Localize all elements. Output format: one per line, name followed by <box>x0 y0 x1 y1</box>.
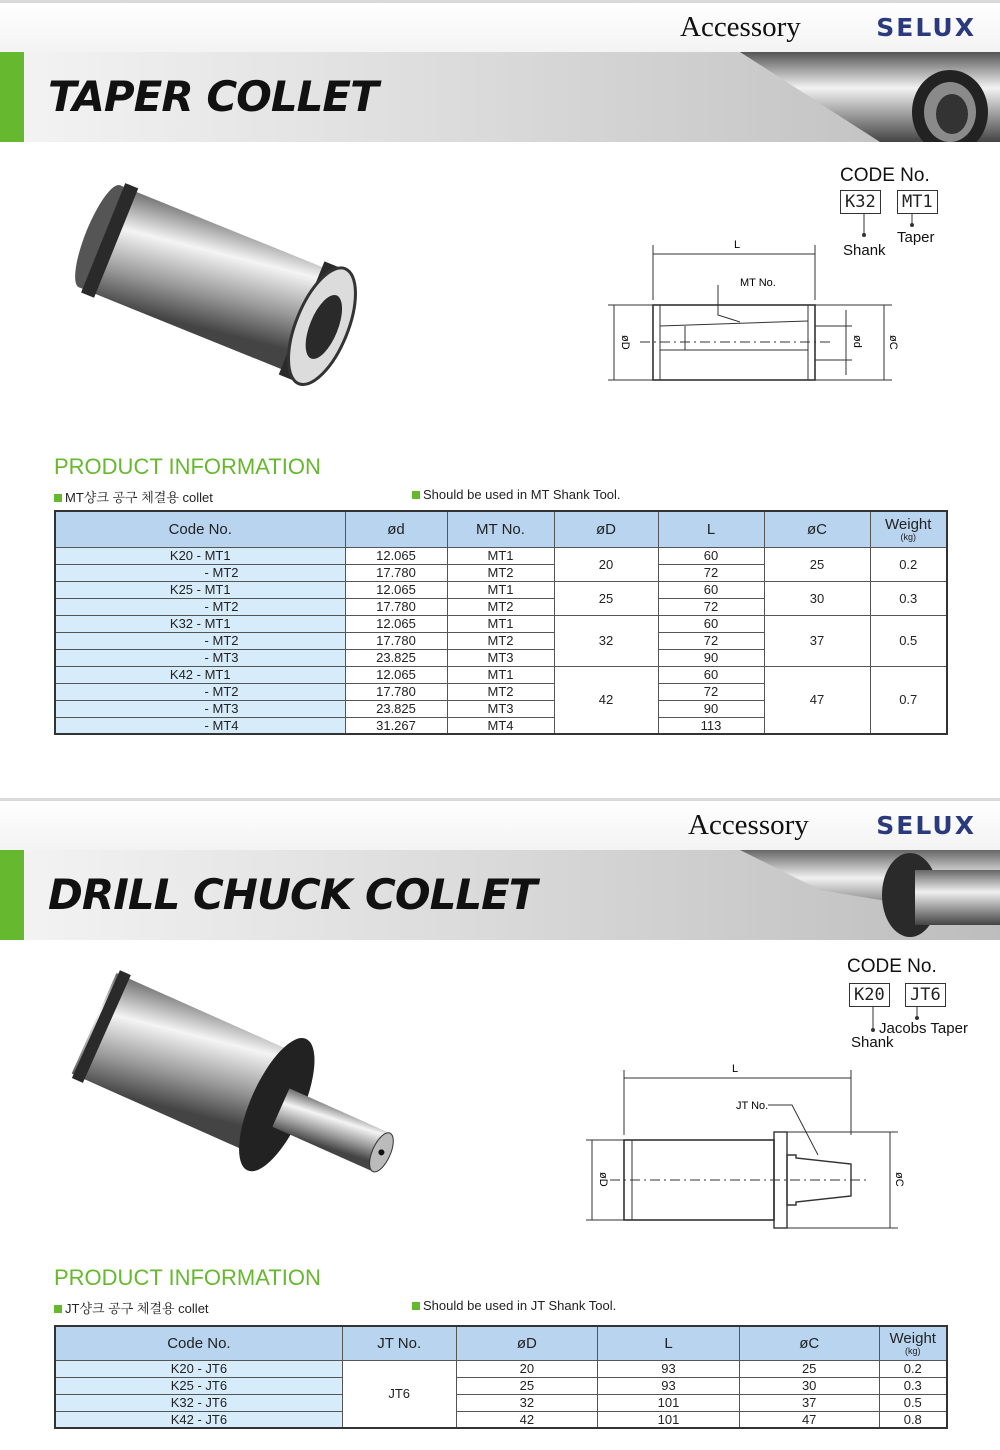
code-shank-box: K32 <box>840 190 881 214</box>
category-label: Accessory <box>688 809 809 841</box>
drill-collet-spec-table <box>54 1325 948 1429</box>
title-banner <box>0 52 1000 142</box>
title-banner <box>0 850 1000 940</box>
col-weight: Weight (kg) <box>879 1326 947 1360</box>
col-jt-no: JT No. <box>342 1326 456 1360</box>
col-l: L <box>598 1326 740 1360</box>
dim-oc-label: øC <box>893 1172 905 1187</box>
col-code-no: Code No. <box>55 1326 342 1360</box>
dim-id-label: ød <box>851 335 863 348</box>
dim-l-label: L <box>734 239 741 251</box>
dim-od-label: øD <box>597 1172 609 1187</box>
col-mt-no: MT No. <box>447 511 554 547</box>
dim-jt-label: JT No. <box>736 1100 769 1112</box>
brand-logo: SELUX <box>876 811 976 840</box>
taper-collet-drawing <box>600 230 910 400</box>
drill-chuck-collet-drawing <box>580 1060 910 1230</box>
category-label: Accessory <box>680 11 801 43</box>
col-od: øD <box>456 1326 598 1360</box>
table-header-row <box>55 1326 947 1360</box>
table-row: K42 - JT6 42 101 47 0.8 <box>55 1411 947 1428</box>
table-row: K42 - MT1 12.065 MT1 42 60 47 0.7 <box>55 666 947 683</box>
table-row: - MT2 17.780 MT2 72 <box>55 598 947 615</box>
code-taper-box: MT1 <box>897 190 938 214</box>
table-row: - MT2 17.780 MT2 72 <box>55 632 947 649</box>
note-korean: JT샹크 공구 체결용 collet <box>54 1298 209 1317</box>
green-accent-bar <box>0 850 24 940</box>
dim-mt-label: MT No. <box>740 277 776 289</box>
table-row: - MT3 23.825 MT3 90 <box>55 649 947 666</box>
code-taper-label: Jacobs Taper <box>879 1020 968 1037</box>
table-row: K32 - JT6 32 101 37 0.5 <box>55 1394 947 1411</box>
section-header-bar <box>0 798 1000 850</box>
code-shank-box: K20 <box>849 983 890 1007</box>
note-english: Should be used in JT Shank Tool. <box>412 1298 616 1313</box>
green-accent-bar <box>0 52 24 142</box>
brand-logo: SELUX <box>876 13 976 42</box>
table-row: - MT4 31.267 MT4 113 <box>55 717 947 734</box>
col-d: ød <box>345 511 447 547</box>
table-row: - MT3 23.825 MT3 90 <box>55 700 947 717</box>
table-row: K20 - JT6 JT6 20 93 25 0.2 <box>55 1360 947 1377</box>
col-oc: øC <box>739 1326 879 1360</box>
code-shank-label: Shank <box>851 1034 894 1051</box>
product-info-title: PRODUCT INFORMATION <box>54 1265 321 1290</box>
table-row: K20 - MT1 12.065 MT1 20 60 25 0.2 <box>55 547 947 564</box>
dim-od-label: øD <box>619 335 631 350</box>
code-no-title: CODE No. <box>847 956 937 977</box>
table-row: K32 - MT1 12.065 MT1 32 60 37 0.5 <box>55 615 947 632</box>
col-od: øD <box>554 511 658 547</box>
code-taper-box: JT6 <box>905 983 946 1007</box>
section-header-bar <box>0 0 1000 52</box>
dim-l-label: L <box>732 1063 739 1075</box>
code-shank-label: Shank <box>843 242 886 259</box>
note-english: Should be used in MT Shank Tool. <box>412 487 621 502</box>
taper-collet-spec-table <box>54 510 948 735</box>
code-no-title: CODE No. <box>840 165 930 186</box>
table-row: K25 - JT6 25 93 30 0.3 <box>55 1377 947 1394</box>
taper-collet-photo <box>60 160 380 410</box>
col-oc: øC <box>764 511 870 547</box>
collet-banner-image <box>700 52 1000 142</box>
col-weight: Weight (kg) <box>870 511 947 547</box>
note-korean: MT샹크 공구 체결용 collet <box>54 487 213 506</box>
drill-collet-banner-image <box>740 850 1000 940</box>
table-row: - MT2 17.780 MT2 72 <box>55 683 947 700</box>
table-row: K25 - MT1 12.065 MT1 25 60 30 0.3 <box>55 581 947 598</box>
page-title: DRILL CHUCK COLLET <box>48 870 537 919</box>
code-taper-label: Taper <box>897 229 935 246</box>
table-row: - MT2 17.780 MT2 72 <box>55 564 947 581</box>
table-header-row <box>55 511 947 547</box>
dim-oc-label: øC <box>887 335 899 350</box>
drill-chuck-collet-section <box>0 798 1000 1450</box>
col-code-no: Code No. <box>55 511 345 547</box>
drill-chuck-collet-photo <box>55 968 405 1228</box>
product-info-title: PRODUCT INFORMATION <box>54 454 321 479</box>
page-title: TAPER COLLET <box>48 72 378 121</box>
col-l: L <box>658 511 764 547</box>
